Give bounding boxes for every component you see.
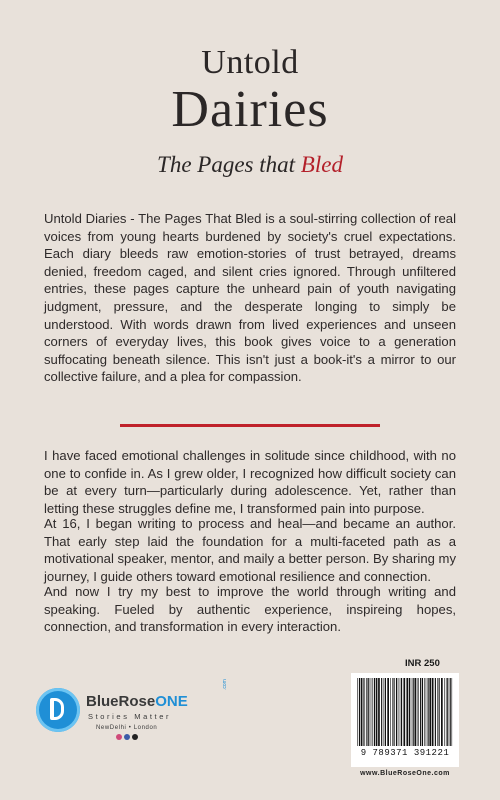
facebook-icon xyxy=(124,734,130,740)
publisher-name xyxy=(86,693,188,710)
book-title-line1: Untold xyxy=(201,44,299,81)
social-icons xyxy=(116,734,138,740)
author-bio-paragraph-1: I have faced emotional challenges in solitude since childhood, with no one to confide in. As I grew older, I recognized how difficult society can be at every turn—particularly during adolescence. Yet, rather than letting these struggles define me, I transformed pain into purpose. xyxy=(44,448,456,516)
book-title-line2: Dairies xyxy=(171,81,329,138)
author-bio-paragraph-2: At 16, I began writing to process and heal—and became an author. That early step laid the foundation for a multi-faceted path as a motivational speaker, mentor, and maily a better person. By sharing my journey, I guide others toward emotional resilience and connection. xyxy=(44,516,456,584)
barcode-bars xyxy=(356,678,454,746)
book-blurb: Untold Diaries - The Pages That Bled is a soul-stirring collection of real voices from young hearts burdened by society's cruel expectations. Each diary bleeds raw emotion-stories of trust betrayed, dreams denied, freedom caged, and silent cries ignored. Through unfiltered entries, these pages capture the unheard pain of youth navigating judgment, pressure, and the desperate longing to simply be understood. With words drawn from lived experiences and unseen corners of everyday lives, this book gives voice to a generation suffocating beneath silence. This isn't just a book-it's a mirror to our collective failure, and a plea for compassion. xyxy=(44,211,456,385)
publisher-name-main: BlueRose xyxy=(86,693,156,710)
logo-b-glyph xyxy=(50,698,64,720)
publisher-locations: NewDelhi • London xyxy=(96,725,158,731)
isbn-number: 9 789371 391221 xyxy=(360,748,450,758)
subtitle-accent: Bled xyxy=(300,152,343,177)
subtitle-main: The Pages that xyxy=(157,152,301,177)
x-icon xyxy=(132,734,138,740)
isbn-barcode xyxy=(351,673,459,767)
author-bio-paragraph-3: And now I try my best to improve the world through writing and speaking. Fueled by authentic experience, inspireing hopes, connection, and transformation in every interaction. xyxy=(44,584,456,635)
red-divider xyxy=(120,424,380,427)
publisher-name-accent: ONE xyxy=(155,693,188,710)
publisher-website: www.BlueRoseOne.com xyxy=(360,770,450,777)
price-label: INR 250 xyxy=(405,658,440,669)
publisher-dotcom: .com xyxy=(222,679,228,690)
bluerose-logo-icon xyxy=(36,688,80,732)
publisher-logo xyxy=(36,679,236,768)
publisher-tagline: Stories Matter xyxy=(88,712,172,721)
book-subtitle xyxy=(0,153,500,176)
instagram-icon xyxy=(116,734,122,740)
